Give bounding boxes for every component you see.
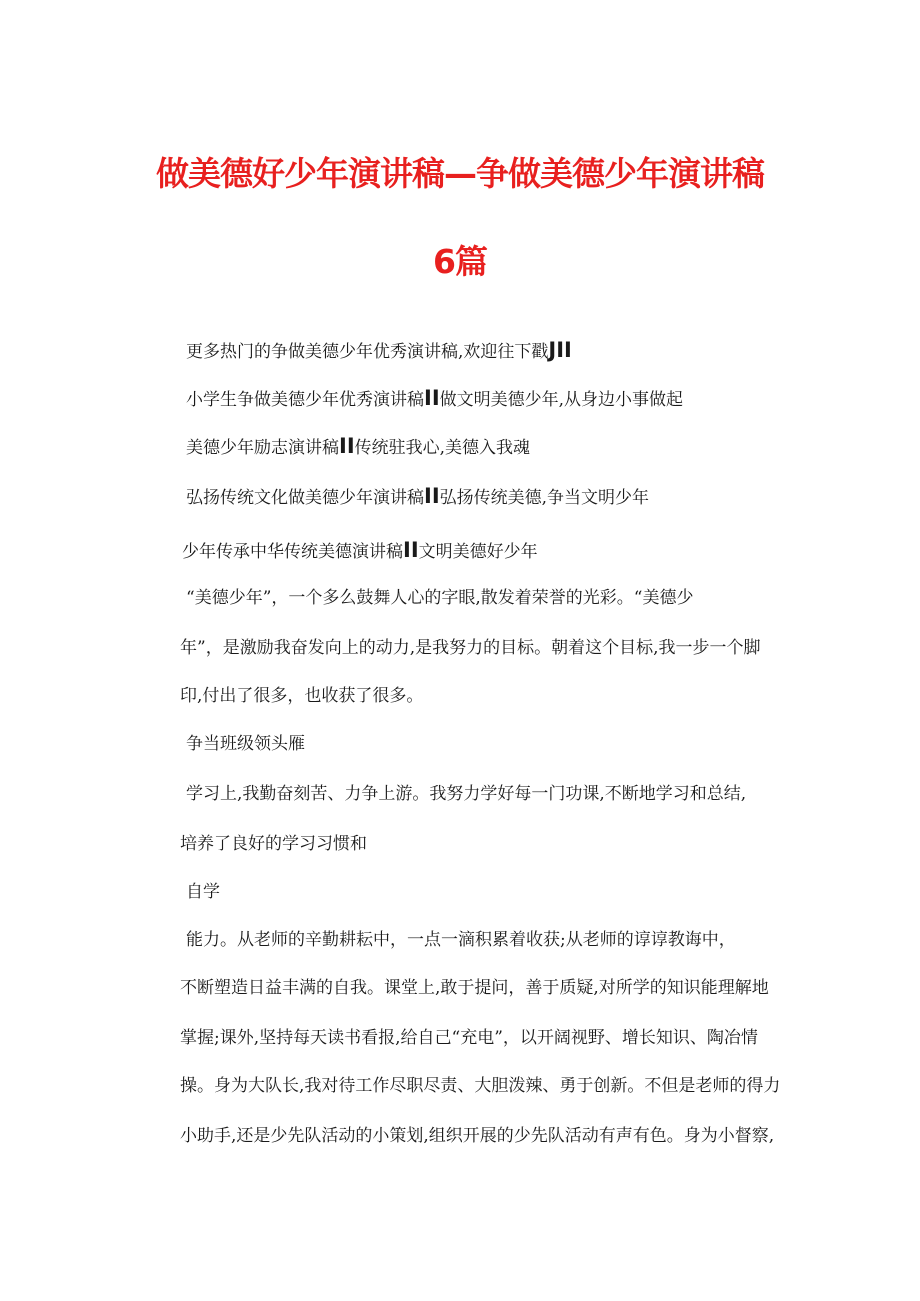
link-mark: II [424,386,440,410]
related-link-3[interactable] [186,434,530,460]
related-link-5[interactable] [182,538,538,564]
link-mark: II [339,434,355,458]
paragraph-4-line-3: 掌握;课外,坚持每天读书看报,给自己“充电”，以开阔视野、增长知识、陶冶情 [180,1028,758,1048]
related-link-tail: 弘扬传统美德,争当文明少年 [439,488,650,508]
related-link-4[interactable] [186,484,649,510]
document-title-line-2: 6篇 [433,242,487,281]
related-link-text: 小学生争做美德少年优秀演讲稿 [186,390,424,410]
related-link-text: 弘扬传统文化做美德少年演讲稿 [186,488,424,508]
paragraph-1-line-3: 印,付出了很多，也收获了很多。 [180,686,424,706]
paragraph-4-line-5: 小助手,还是少先队活动的小策划,组织开展的少先队活动有声有色。身为小督察, [180,1126,775,1146]
paragraph-4-line-1: 能力。从老师的辛勤耕耘中，一点一滴积累着收获;从老师的谆谆教诲中， [186,930,736,950]
paragraph-1-line-2: 年”，是激励我奋发向上的动力,是我努力的目标。朝着这个目标,我一步一个脚 [180,638,761,658]
link-mark: II [403,538,419,562]
related-link-2[interactable] [186,386,683,412]
related-link-tail: 做文明美德少年,从身边小事做起 [439,390,684,410]
section-heading: 争当班级领头雁 [186,734,305,754]
paragraph-1-line-1: “美德少年”，一个多么鼓舞人心的字眼,散发着荣誉的光彩。“美德少 [186,588,694,608]
link-mark: JII [548,338,572,362]
related-link-text: 美德少年励志演讲稿 [186,438,339,458]
related-link-tail: 传统驻我心,美德入我魂 [354,438,531,458]
link-mark: II [424,484,440,508]
paragraph-2-line-1: 学习上,我勤奋刻苦、力争上游。我努力学好每一门功课,不断地学习和总结, [186,784,747,804]
related-link-text: 少年传承中华传统美德演讲稿 [182,542,403,562]
related-link-1[interactable] [186,338,572,364]
paragraph-2-line-2: 培养了良好的学习习惯和 [180,834,367,854]
paragraph-4-line-4: 操。身为大队长,我对待工作尽职尽责、大胆泼辣、勇于创新。不但是老师的得力 [180,1076,781,1096]
document-title-line-1: 做美德好少年演讲稿—争做美德少年演讲稿 [156,154,764,193]
related-link-text: 更多热门的争做美德少年优秀演讲稿,欢迎往下戳 [186,342,549,362]
paragraph-4-line-2: 不断塑造日益丰满的自我。课堂上,敢于提问，善于质疑,对所学的知识能理解地 [180,978,769,998]
paragraph-3: 自学 [186,882,220,902]
related-link-tail: 文明美德好少年 [418,542,538,562]
